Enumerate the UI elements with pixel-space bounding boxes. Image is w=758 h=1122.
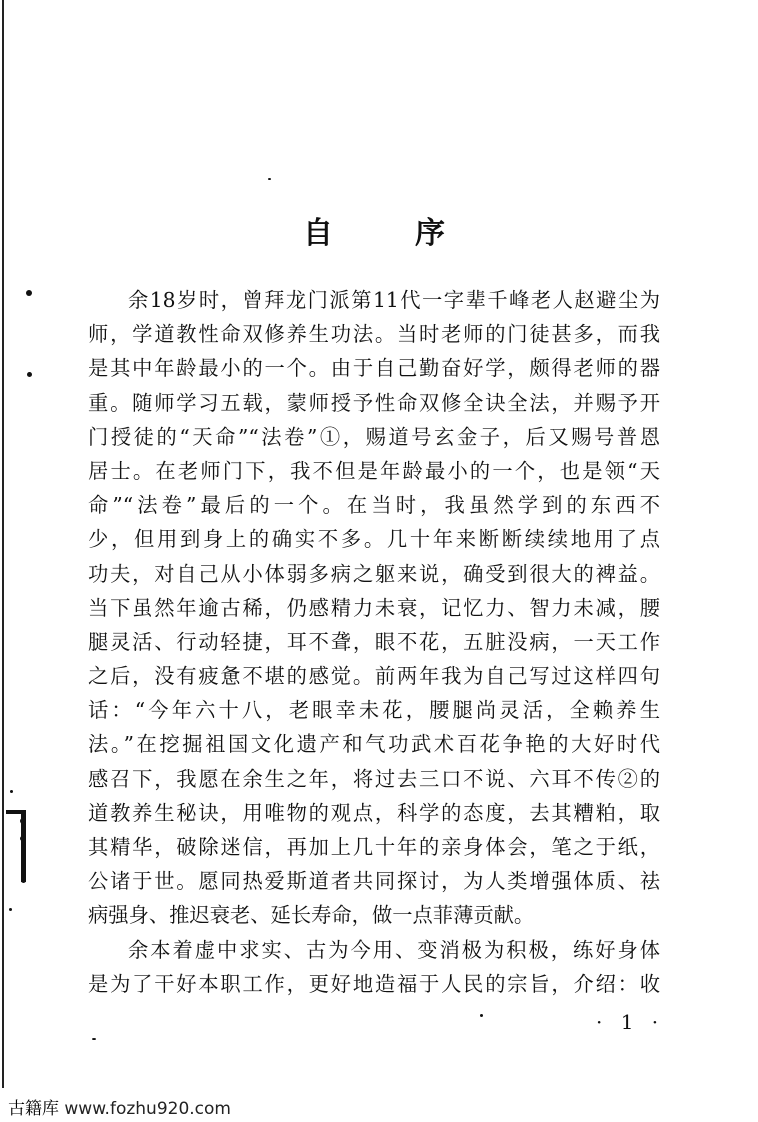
text-line: 公诸于世。愿同热爱斯道者共同探讨，为人类增强体质、祛 <box>88 869 660 894</box>
margin-binding-mark <box>21 812 26 882</box>
text-line: 重。随师学习五载，蒙师授予性命双修全诀全法，并赐予开 <box>88 390 660 415</box>
text-line: 道教养生秘诀，用唯物的观点，科学的态度，去其糟粕，取 <box>88 800 660 825</box>
text-line: 之后，没有疲惫不堪的感觉。前两年我为自己写过这样四句 <box>88 664 660 689</box>
scan-left-edge <box>2 0 4 1088</box>
text-line: 话：“今年六十八，老眼幸未花，腰腿尚灵活，全赖养生 <box>88 698 660 723</box>
preface-body <box>88 283 660 1001</box>
watermark-url: www.fozhu920.com <box>64 1099 231 1119</box>
text-line: 师，学道教性命双修养生功法。当时老师的门徒甚多，而我 <box>88 322 660 347</box>
text-line: 病强身、推迟衰老、延长寿命，做一点菲薄贡献。 <box>88 903 535 928</box>
text-line: 余18岁时，曾拜龙门派第11代一字辈千峰老人赵避尘为 <box>128 288 660 312</box>
page-title <box>0 208 758 251</box>
text-line: 少，但用到身上的确实不多。几十年来断断续续地用了点 <box>88 527 660 552</box>
text-line: 功夫，对自己从小体弱多病之躯来说，确受到很大的裨益。 <box>88 561 660 586</box>
text-line: 命”“法卷”最后的一个。在当时，我虽然学到的东西不 <box>88 493 660 518</box>
watermark-site-name: 古籍库 <box>8 1099 59 1119</box>
text-line: 当下虽然年逾古稀，仍感精力未衰，记忆力、智力未减，腰 <box>88 595 660 620</box>
title-char-1: 自 <box>303 216 333 251</box>
text-line: 门授徒的“天命”“法卷”①，赐道号玄金子，后又赐号普恩 <box>88 424 660 449</box>
text-line: 居士。在老师门下，我不但是年龄最小的一个，也是领“天 <box>88 458 660 483</box>
text-line: 法。”在挖掘祖国文化遗产和气功武术百花争艳的大好时代 <box>88 732 660 757</box>
text-line: 是为了干好本职工作，更好地造福于人民的宗旨，介绍：收 <box>88 971 660 996</box>
text-line: 是其中年龄最小的一个。由于自己勤奋好学，颇得老师的器 <box>88 356 660 381</box>
text-line: 余本着虚中求实、古为今用、变消极为积极，练好身体 <box>128 937 660 962</box>
page-number: · 1 · <box>596 1010 665 1034</box>
text-line: 腿灵活、行动轻捷，耳不聋，眼不花，五脏没病，一天工作 <box>88 629 660 654</box>
title-char-2: 序 <box>415 216 445 251</box>
text-line: 其精华，破除迷信，再加上几十年的亲身体会，笔之于纸， <box>88 835 660 859</box>
watermark-footer <box>8 1094 231 1119</box>
text-line: 感召下，我愿在余生之年，将过去三口不说、六耳不传②的 <box>88 766 660 791</box>
